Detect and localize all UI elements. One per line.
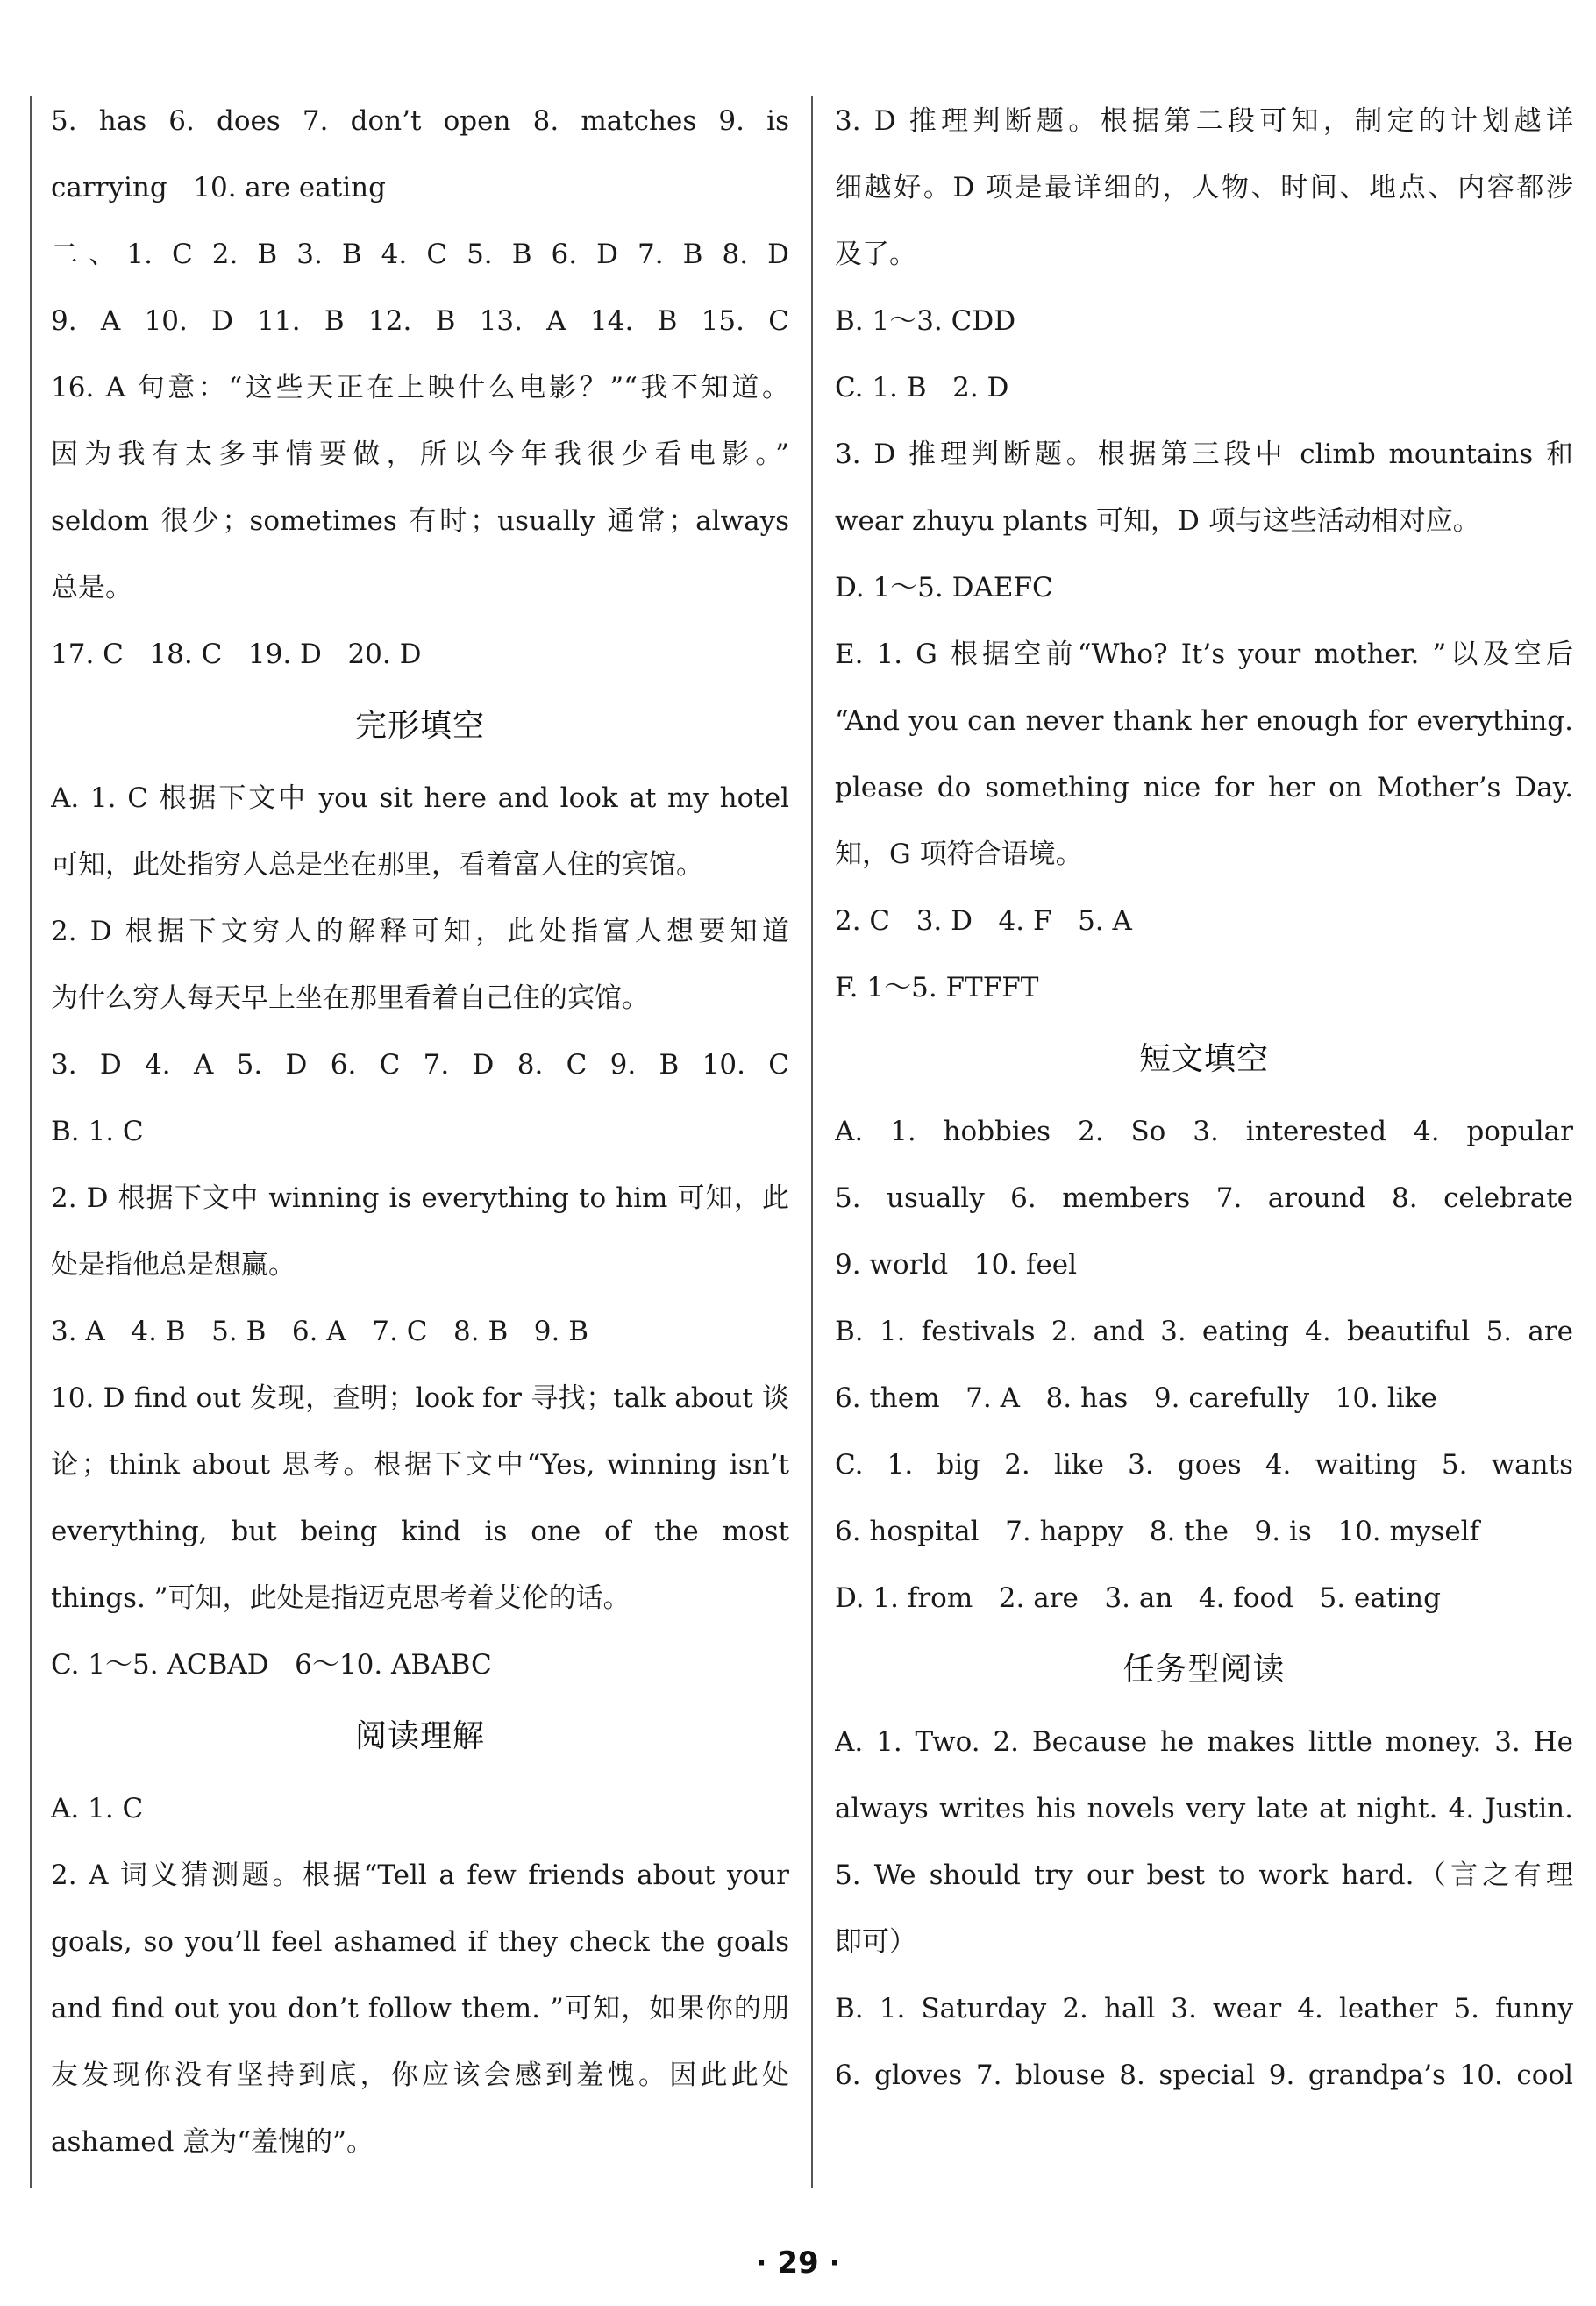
answer-line: 2. A 词义猜测题。根据“Tell a few friends about your xyxy=(51,1860,789,1891)
answer-line: B. 1. C xyxy=(51,1116,144,1147)
answer-line: A. 1. C 根据下文中 you sit here and look at my hotel xyxy=(51,782,789,814)
answer-line: and find out you don’t follow them. ”可知，如果你的朋 xyxy=(51,1993,789,2024)
answer-line: C. 1. big 2. like 3. goes 4. waiting 5. wants xyxy=(835,1449,1573,1481)
section-heading: 任务型阅读 xyxy=(1122,1652,1286,1688)
answer-line: things. ”可知，此处是指迈克思考着艾伦的话。 xyxy=(51,1582,631,1614)
answer-line: 二、1. C 2. B 3. B 4. C 5. B 6. D 7. B 8. D xyxy=(51,239,789,270)
answer-line: carrying 10. are eating xyxy=(51,172,386,203)
answer-line: D. 1～5. DAEFC xyxy=(835,572,1053,603)
section-heading: 短文填空 xyxy=(1138,1041,1269,1077)
answer-line: 2. C 3. D 4. F 5. A xyxy=(835,905,1132,937)
answer-line: 17. C 18. C 19. D 20. D xyxy=(51,639,422,670)
answer-line: 6. them 7. A 8. has 9. carefully 10. like xyxy=(835,1382,1437,1414)
left-margin-rule xyxy=(30,96,32,2188)
answer-line: B. 1. Saturday 2. hall 3. wear 4. leather 5. funny xyxy=(835,1993,1573,2024)
answer-line: 3. D 推理判断题。根据第三段中 climb mountains 和 xyxy=(835,439,1573,470)
answer-line: 16. A 句意：“这些天正在上映什么电影？”“我不知道。 xyxy=(51,372,789,403)
answer-line: always writes his novels very late at night. 4. Justin. xyxy=(835,1793,1573,1824)
answer-line: 10. D find out 发现，查明；look for 寻找；talk about 谈 xyxy=(51,1382,789,1414)
answer-line: 5. We should try our best to work hard.（言之有理 xyxy=(835,1860,1573,1891)
page-number: · 29 · xyxy=(755,2245,841,2281)
answer-line: 2. D 根据下文中 winning is everything to him 可知，此 xyxy=(51,1182,789,1214)
answer-line: everything, but being kind is one of the most xyxy=(51,1516,789,1547)
answer-line: 处是指他总是想赢。 xyxy=(51,1249,296,1281)
answer-line: 即可） xyxy=(835,1926,916,1958)
answer-line: 9. world 10. feel xyxy=(835,1249,1078,1281)
answer-line: 知，G 项符合语境。 xyxy=(835,839,1083,870)
answer-line: 9. A 10. D 11. B 12. B 13. A 14. B 15. C xyxy=(51,305,789,337)
answer-line: 3. A 4. B 5. B 6. A 7. C 8. B 9. B xyxy=(51,1316,589,1347)
answer-line: D. 1. from 2. are 3. an 4. food 5. eating xyxy=(835,1582,1441,1614)
right-column xyxy=(835,88,1573,2109)
answer-line: 及了。 xyxy=(835,239,916,270)
answer-line: please do something nice for her on Mother’s Day. xyxy=(835,772,1573,803)
answer-line: A. 1. Two. 2. Because he makes little money. 3. He xyxy=(835,1726,1573,1758)
answer-line: seldom 很少；sometimes 有时；usually 通常；always xyxy=(51,505,789,537)
answer-line: C. 1～5. ACBAD 6～10. ABABC xyxy=(51,1649,492,1681)
answer-line: 3. D 推理判断题。根据第二段可知，制定的计划越详 xyxy=(835,105,1573,137)
column-divider xyxy=(811,96,813,2188)
answer-line: ashamed 意为“羞愧的”。 xyxy=(51,2126,374,2158)
section-heading: 完形填空 xyxy=(354,708,485,744)
left-column xyxy=(51,88,789,2175)
answer-line: 总是。 xyxy=(51,572,132,603)
answer-line: 6. gloves 7. blouse 8. special 9. grandpa’s 10. cool xyxy=(835,2060,1573,2091)
answer-line: B. 1. festivals 2. and 3. eating 4. beautiful 5. are xyxy=(835,1316,1573,1347)
answer-line: A. 1. C xyxy=(51,1793,144,1824)
answer-line: 3. D 4. A 5. D 6. C 7. D 8. C 9. B 10. C xyxy=(51,1049,789,1081)
section-heading: 阅读理解 xyxy=(354,1718,485,1754)
answer-line: goals, so you’ll feel ashamed if they check the goals xyxy=(51,1926,789,1958)
answer-line: A. 1. hobbies 2. So 3. interested 4. popular xyxy=(835,1116,1573,1147)
answer-line: F. 1～5. FTFFT xyxy=(835,972,1039,1003)
answer-line: 论；think about 思考。根据下文中“Yes, winning isn’t xyxy=(51,1449,789,1481)
answer-line: 6. hospital 7. happy 8. the 9. is 10. myself xyxy=(835,1516,1480,1547)
answer-line: 可知，此处指穷人总是坐在那里，看着富人住的宾馆。 xyxy=(51,849,703,881)
answer-line: 为什么穷人每天早上坐在那里看着自己住的宾馆。 xyxy=(51,982,649,1014)
answer-line: wear zhuyu plants 可知，D 项与这些活动相对应。 xyxy=(835,505,1480,537)
answer-line: 5. usually 6. members 7. around 8. celebrate xyxy=(835,1182,1573,1214)
answer-line: 5. has 6. does 7. don’t open 8. matches 9. is xyxy=(51,105,789,137)
answer-line: 因为我有太多事情要做，所以今年我很少看电影。” xyxy=(51,439,789,470)
answer-line: B. 1～3. CDD xyxy=(835,305,1016,337)
answer-line: 2. D 根据下文穷人的解释可知，此处指富人想要知道 xyxy=(51,916,789,947)
answer-line: “And you can never thank her enough for everything. xyxy=(835,705,1573,737)
answer-line: 细越好。D 项是最详细的，人物、时间、地点、内容都涉 xyxy=(835,172,1573,203)
answer-line: C. 1. B 2. D xyxy=(835,372,1009,403)
answer-line: 友发现你没有坚持到底，你应该会感到羞愧。因此此处 xyxy=(51,2060,789,2091)
answer-line: E. 1. G 根据空前“Who? It’s your mother. ”以及空后 xyxy=(835,639,1573,670)
